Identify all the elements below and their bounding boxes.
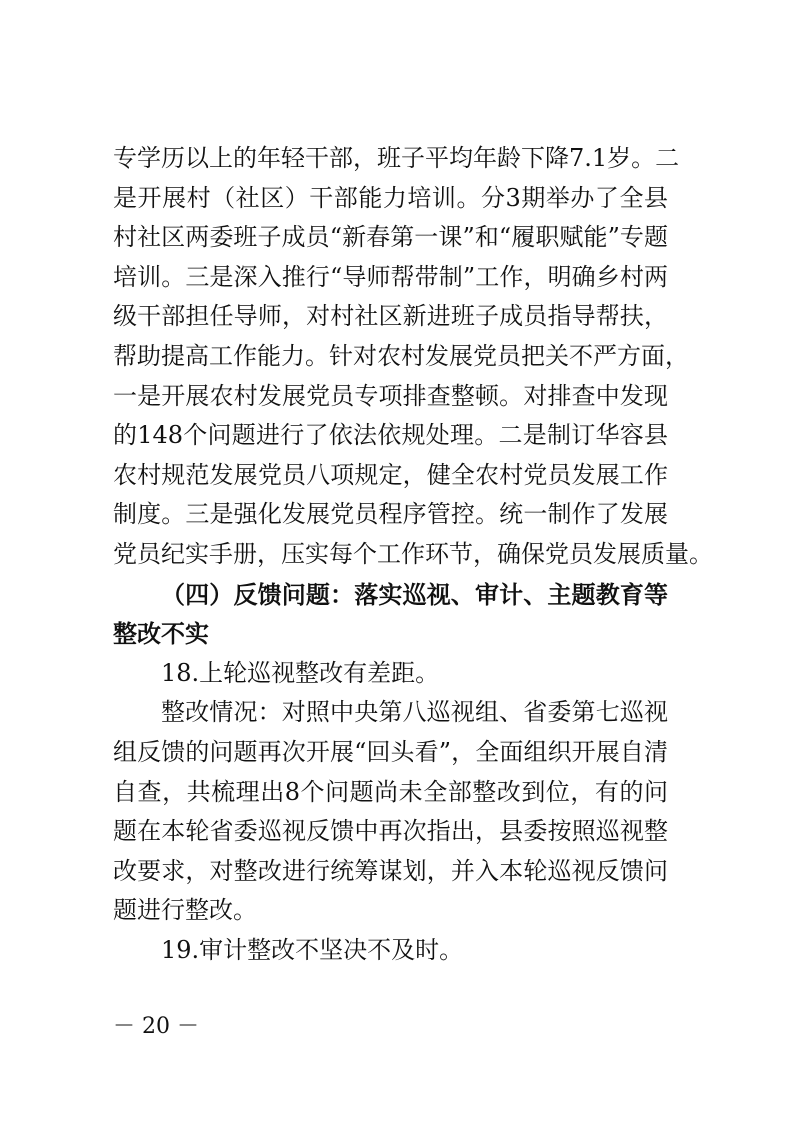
page-number: － 20 －	[113, 1014, 199, 1039]
text-line: 一是开展农村发展党员专项排查整顿。对排查中发现	[113, 381, 668, 410]
body-text	[113, 139, 713, 970]
text-line: 农村规范发展党员八项规定，健全农村党员发展工作	[113, 460, 668, 489]
section-heading-continued: 整改不实	[113, 619, 209, 649]
text-line: 组反馈的问题再次开展“回头看”，全面组织开展自清	[113, 737, 668, 766]
text-line: 改要求，对整改进行统筹谋划，并入本轮巡视反馈问	[113, 856, 668, 885]
text-line: 是开展村（社区）干部能力培训。分3期举办了全县	[113, 183, 668, 212]
text-line: 村社区两委班子成员“新春第一课”和“履职赋能”专题	[113, 223, 668, 252]
text-line: 题在本轮省委巡视反馈中再次指出，县委按照巡视整	[113, 817, 668, 846]
text-line: 整改情况：对照中央第八巡视组、省委第七巡视	[161, 698, 668, 727]
text-line: 专学历以上的年轻干部，班子平均年龄下降7.1岁。二	[113, 144, 680, 172]
text-line: 的148个问题进行了依法依规处理。二是制订华容县	[113, 421, 668, 450]
text-line: 帮助提高工作能力。针对农村发展党员把关不严方面，	[113, 341, 689, 370]
text-line: 培训。三是深入推行“导师帮带制”工作，明确乡村两	[113, 262, 668, 291]
text-line: 自查，共梳理出8个问题尚未全部整改到位，有的问	[113, 777, 668, 806]
item-title: 18.上轮巡视整改有差距。	[161, 658, 440, 687]
item-title: 19.审计整改不坚决不及时。	[161, 935, 464, 964]
text-line: 题进行整改。	[113, 896, 257, 925]
text-line: 党员纪实手册，压实每个工作环节，确保党员发展质量。	[113, 539, 713, 568]
section-heading: （四）反馈问题：落实巡视、审计、主题教育等	[161, 579, 668, 609]
text-line: 制度。三是强化发展党员程序管控。统一制作了发展	[113, 500, 668, 529]
text-line: 级干部担任导师，对村社区新进班子成员指导帮扶，	[113, 302, 668, 331]
